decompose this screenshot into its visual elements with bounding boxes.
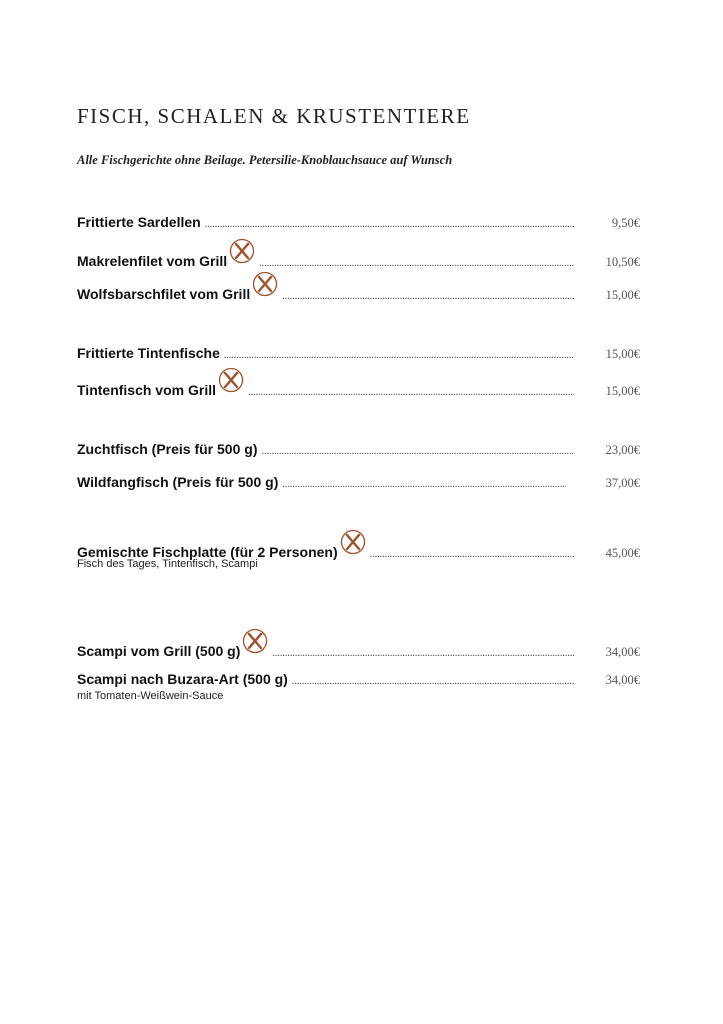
menu-item-price: 10,50€ — [605, 255, 640, 269]
menu-item-name: Wildfangfisch (Preis für 500 g) — [77, 474, 279, 490]
leader-dots — [272, 648, 574, 659]
menu-item — [77, 377, 640, 398]
grill-icon — [252, 271, 278, 297]
leader-dots — [292, 676, 574, 687]
leader-dots — [248, 387, 574, 398]
menu-item — [77, 638, 640, 659]
leader-dots — [261, 446, 574, 457]
grill-icon — [229, 238, 255, 264]
grill-icon — [340, 529, 366, 555]
menu-item-name: Zuchtfisch (Preis für 500 g) — [77, 441, 258, 457]
menu-item-name: Gemischte Fischplatte (für 2 Personen) — [77, 544, 338, 560]
grill-icon — [218, 367, 244, 393]
menu-item-name: Makrelenfilet vom Grill — [77, 253, 228, 269]
menu-item-price: 34,00€ — [605, 673, 640, 687]
menu-item — [77, 345, 640, 363]
leader-dots — [224, 350, 574, 361]
leader-dots — [259, 258, 574, 269]
menu-item-description: Fisch des Tages, Tintenfisch, Scampi — [77, 558, 258, 570]
leader-dots — [282, 291, 574, 302]
menu-item-price: 37,00€ — [605, 476, 640, 490]
menu-item — [77, 441, 640, 459]
menu-item — [77, 539, 640, 570]
leader-dots — [370, 549, 574, 560]
menu-item-price: 15,00€ — [605, 288, 640, 302]
menu-item-price: 9,50€ — [611, 216, 640, 230]
menu-item — [77, 671, 640, 702]
leader-dots — [282, 479, 566, 490]
menu-item-price: 15,00€ — [605, 347, 640, 361]
menu-item-name: Frittierte Tintenfische — [77, 345, 220, 361]
menu-item-name: Wolfsbarschfilet vom Grill — [77, 286, 251, 302]
menu-item — [77, 281, 640, 302]
page-subtitle: Alle Fischgerichte ohne Beilage. Petersilie-Knoblauchsauce auf Wunsch — [77, 153, 453, 167]
page-title: FISCH, SCHALEN & KRUSTENTIERE — [77, 104, 471, 128]
menu-item-name: Scampi nach Buzara-Art (500 g) — [77, 671, 288, 687]
menu-item-name: Tintenfisch vom Grill — [77, 382, 216, 398]
menu-item — [77, 474, 640, 492]
menu-item — [77, 248, 640, 269]
menu-item-price: 45,00€ — [605, 546, 640, 560]
menu-item-name: Frittierte Sardellen — [77, 214, 201, 230]
menu-item-description: mit Tomaten-Weißwein-Sauce — [77, 690, 224, 702]
menu-item-name: Scampi vom Grill (500 g) — [77, 643, 241, 659]
menu-item — [77, 214, 640, 232]
menu-item-price: 34,00€ — [605, 645, 640, 659]
menu-item-price: 23,00€ — [605, 443, 640, 457]
leader-dots — [205, 219, 574, 230]
menu-item-price: 15,00€ — [605, 384, 640, 398]
grill-icon — [242, 628, 268, 654]
